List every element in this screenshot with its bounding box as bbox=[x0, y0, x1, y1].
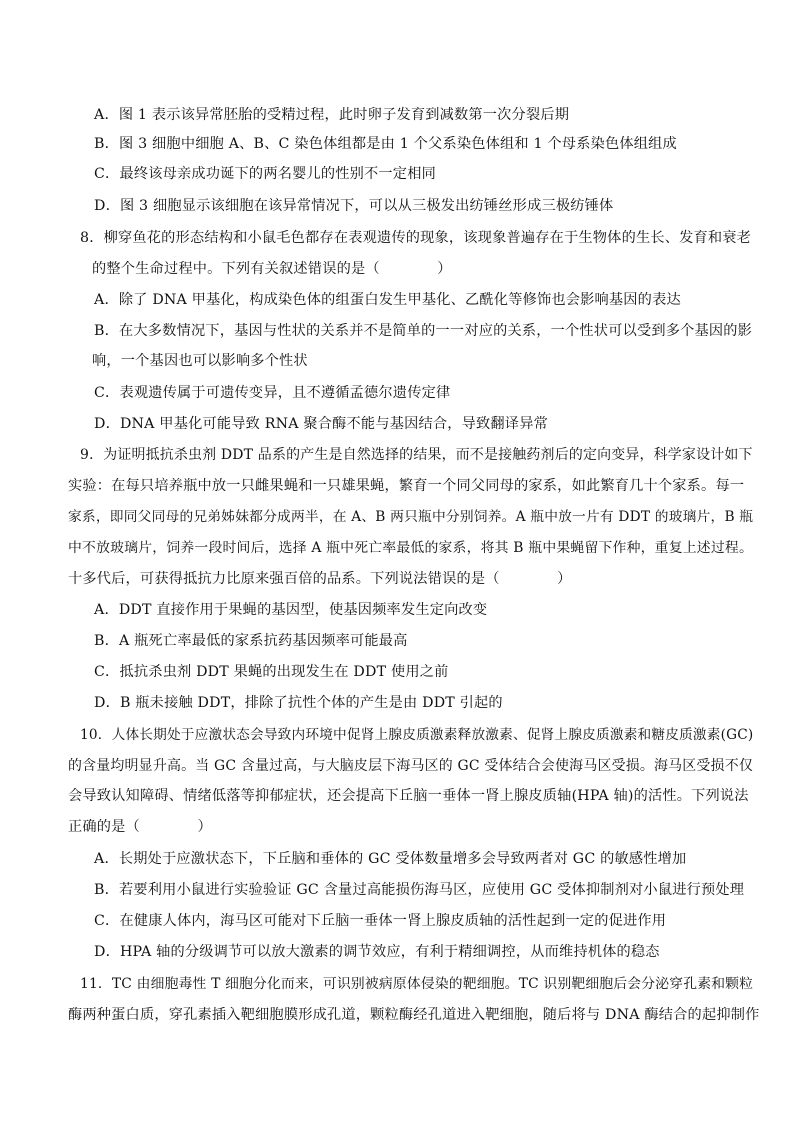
q9-option-d: D．B 瓶未接触 DDT，排除了抗性个体的产生是由 DDT 引起的 bbox=[94, 695, 503, 711]
q10-option-c: C．在健康人体内，海马区可能对下丘脑一垂体一肾上腺皮质轴的活性起到一定的促进作用 bbox=[94, 913, 667, 929]
q10-stem-line-2: 的含量均明显升高。当 GC 含量过高，与大脑皮层下海马区的 GC 受体结合会使海马区受损。海马区受损不仅 bbox=[68, 758, 753, 774]
q8-option-c: C．表观遗传属于可遗传变异，且不遵循孟德尔遗传定律 bbox=[94, 385, 451, 401]
q9-option-b: B．A 瓶死亡率最低的家系抗药基因频率可能最高 bbox=[94, 633, 408, 649]
q10-stem-line-4: 正确的是（ ） bbox=[68, 819, 212, 835]
q9-option-a: A．DDT 直接作用于果蝇的基因型，使基因频率发生定向改变 bbox=[94, 602, 488, 618]
q9-stem-line-1: 9．为证明抵抗杀虫剂 DDT 品系的产生是自然选择的结果，而不是接触药剂后的定向变异，科学家设计如下 bbox=[80, 447, 753, 463]
q9-stem-line-5: 十多代后，可获得抵抗力比原来强百倍的品系。下列说法错误的是（ ） bbox=[68, 571, 572, 587]
q9-option-c: C．抵抗杀虫剂 DDT 果蝇的出现发生在 DDT 使用之前 bbox=[94, 664, 449, 680]
q11-stem-line-2: 酶两种蛋白质，穿孔素插入靶细胞膜形成孔道，颗粒酶经孔道进入靶细胞，随后将与 DNA 酶结合的起抑制作 bbox=[68, 1007, 760, 1023]
q7-option-d: D．图 3 细胞显示该细胞在该异常情况下，可以从三极发出纺锤丝形成三极纺锤体 bbox=[94, 198, 614, 214]
q8-stem-line-2: 的整个生命过程中。下列有关叙述错误的是（ ） bbox=[92, 261, 452, 277]
q8-option-a: A．除了 DNA 甲基化，构成染色体的组蛋白发生甲基化、乙酰化等修饰也会影响基因的表达 bbox=[94, 292, 681, 308]
q8-option-b: B．在大多数情况下，基因与性状的关系并不是简单的一一对应的关系，一个性状可以受到多个基因的影 bbox=[94, 323, 753, 339]
q10-stem-line-3: 会导致认知障碍、情绪低落等抑郁症状，还会提高下丘脑一垂体一肾上腺皮质轴(HPA 轴)的活性。下列说法 bbox=[68, 788, 749, 804]
q10-option-d: D．HPA 轴的分级调节可以放大激素的调节效应，有利于精细调控，从而维持机体的稳态 bbox=[94, 944, 660, 960]
q8-option-b-cont: 响，一个基因也可以影响多个性状 bbox=[92, 353, 308, 369]
q11-stem-line-1: 11．TC 由细胞毒性 T 细胞分化而来，可识别被病原体侵染的靶细胞。TC 识别靶细胞后会分泌穿孔素和颗粒 bbox=[80, 976, 754, 992]
q10-stem-line-1: 10．人体长期处于应激状态会导致内环境中促肾上腺皮质激素释放激素、促肾上腺皮质激素和糖皮质激素(GC) bbox=[80, 727, 754, 743]
q9-stem-line-3: 家系，即同父同母的兄弟姊妹都分成两半，在 A、B 两只瓶中分别饲养。A 瓶中放一片有 DDT 的玻璃片，B 瓶 bbox=[68, 509, 754, 525]
q7-option-c: C．最终该母亲成功诞下的两名婴儿的性别不一定相同 bbox=[94, 166, 436, 182]
q10-option-b: B．若要利用小鼠进行实验验证 GC 含量过高能损伤海马区，应使用 GC 受体抑制剂对小鼠进行预处理 bbox=[94, 882, 745, 898]
q10-option-a: A．长期处于应激状态下，下丘脑和垂体的 GC 受体数量增多会导致两者对 GC 的敏感性增加 bbox=[94, 851, 687, 867]
q9-stem-line-4: 中不放玻璃片，饲养一段时间后，选择 A 瓶中死亡率最低的家系，将其 B 瓶中果蝇留下作种，重复上述过程。 bbox=[68, 540, 753, 556]
q7-option-a: A．图 1 表示该异常胚胎的受精过程，此时卵子发育到减数第一次分裂后期 bbox=[94, 107, 570, 123]
q7-option-b: B．图 3 细胞中细胞 A、B、C 染色体组都是由 1 个父系染色体组和 1 个母系染色体组组成 bbox=[94, 136, 677, 152]
q8-stem-line-1: 8．柳穿鱼花的形态结构和小鼠毛色都存在表观遗传的现象，该现象普遍存在于生物体的生长、发育和衰老 bbox=[80, 230, 752, 246]
q9-stem-line-2: 实验：在每只培养瓶中放一只雌果蝇和一只雄果蝇，繁育一个同父同母的家系，如此繁育几十个家系。每一 bbox=[68, 478, 745, 494]
q8-option-d: D．DNA 甲基化可能导致 RNA 聚合酶不能与基因结合，导致翻译异常 bbox=[94, 416, 548, 432]
